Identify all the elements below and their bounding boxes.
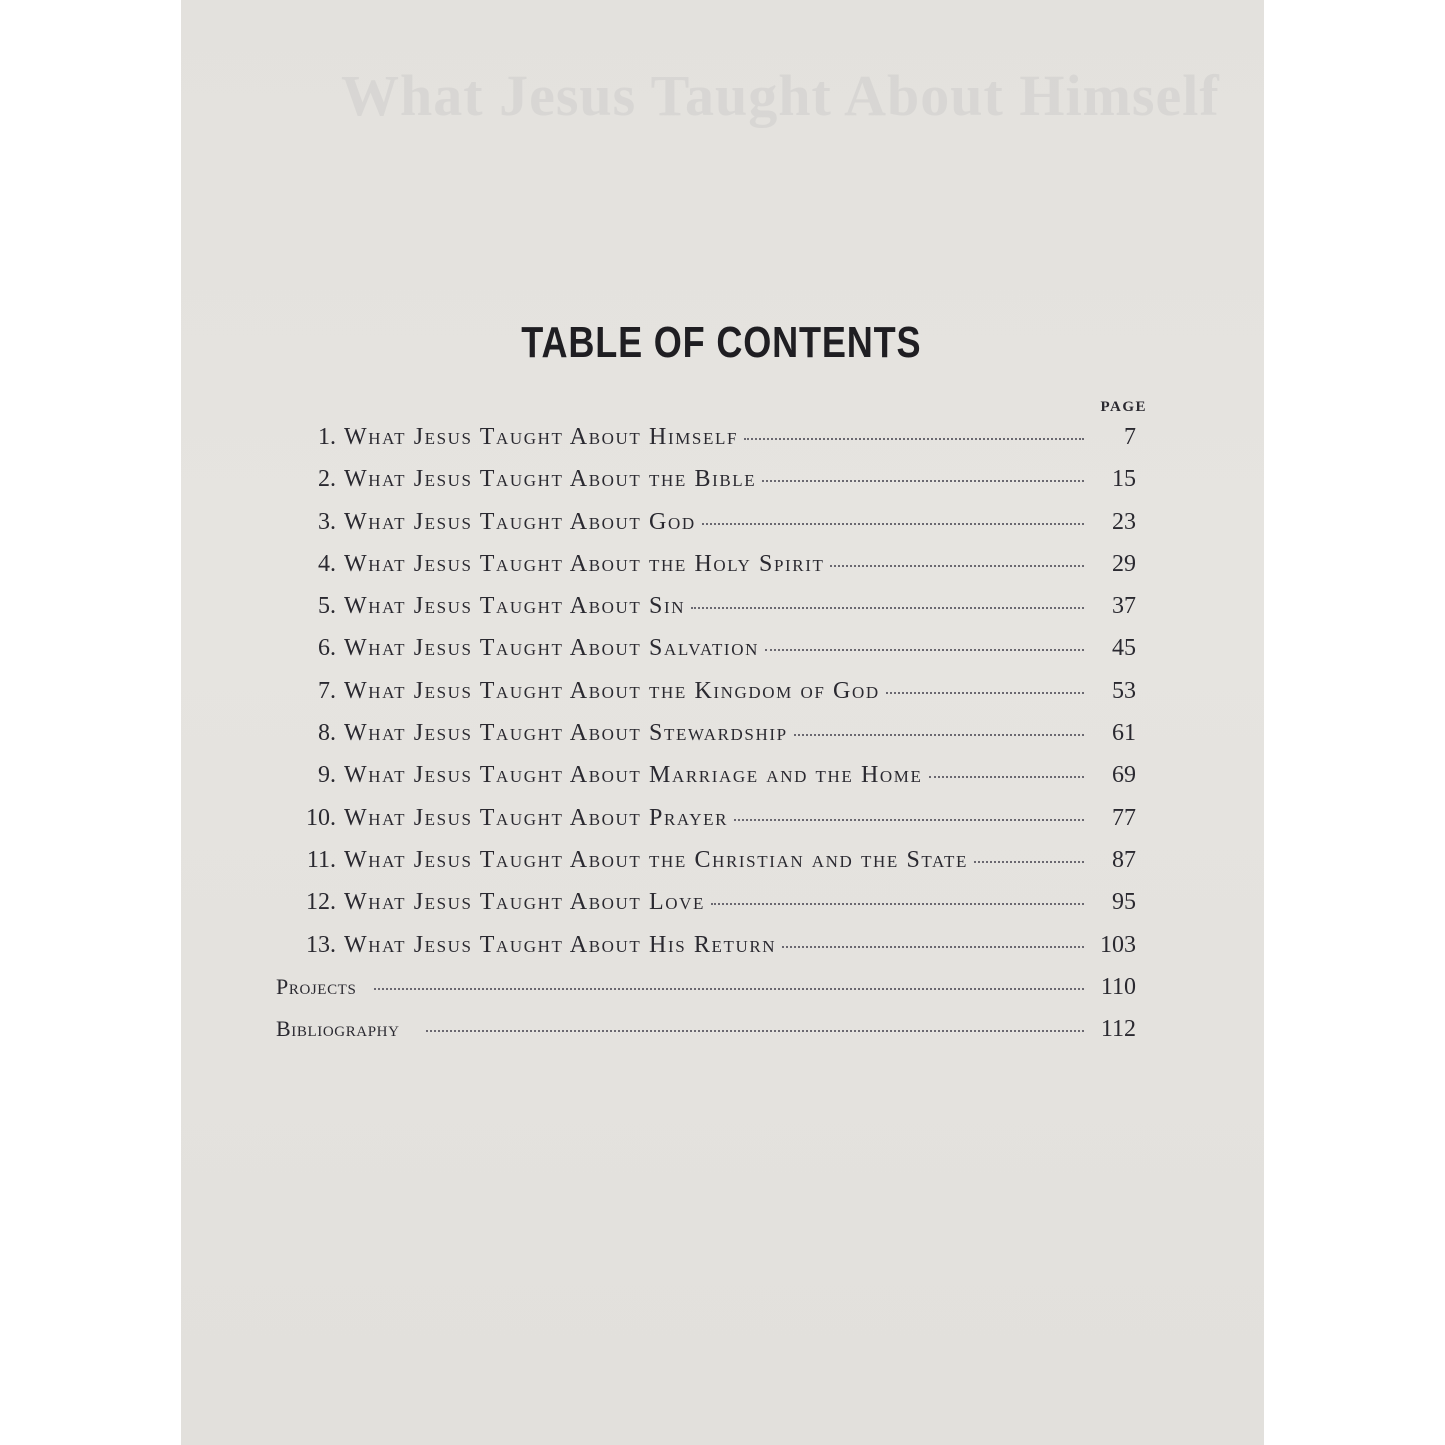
toc-entry-label: What Jesus Taught About Marriage and the Home [344,762,923,789]
toc-entry-number: 11. [306,846,336,873]
toc-entry-label: Bibliography [276,1016,400,1042]
toc-entry[interactable] [286,805,1136,847]
dot-leader [794,734,1084,736]
toc-entry-number: 2. [318,466,336,493]
toc-entry-label: What Jesus Taught About Stewardship [344,720,788,747]
toc-entry-label: What Jesus Taught About Prayer [344,804,729,831]
toc-entry-label: What Jesus Taught About God [344,508,696,535]
toc-entry[interactable] [286,847,1136,889]
dot-leader [691,607,1084,609]
dot-leader [782,946,1084,948]
dot-leader [702,523,1084,525]
toc-entry[interactable] [286,551,1136,593]
toc-entry-page: 45 [1112,635,1136,662]
page-title: TABLE OF CONTENTS [521,318,922,367]
toc-entry-label: What Jesus Taught About the Bible [344,466,757,493]
toc-entry-page: 87 [1112,846,1136,873]
toc-entry-page: 29 [1112,550,1136,577]
dot-leader [765,649,1084,651]
toc-entry[interactable] [286,593,1136,635]
toc-entry-number: 8. [318,720,336,747]
toc-entry-number: 13. [306,931,336,958]
toc-entry-bibliography[interactable] [276,1016,1136,1058]
toc-entry-page: 110 [1100,973,1136,1000]
toc-entry-label: What Jesus Taught About Love [344,889,706,916]
dot-leader [744,438,1084,440]
toc-entry[interactable] [286,509,1136,551]
toc-entry-number: 5. [318,593,336,620]
dot-leader [974,861,1084,863]
toc-entry-number: 10. [306,804,336,831]
toc-entry-label: What Jesus Taught About Himself [344,424,739,450]
toc-entry[interactable] [286,424,1136,466]
toc-entry-page: 37 [1112,593,1136,620]
toc-entry-page: 69 [1112,762,1136,789]
toc-entry-label: What Jesus Taught About Sin [344,593,686,620]
toc-entry-page: 53 [1112,677,1136,704]
toc-entry-label: What Jesus Taught About His Return [344,931,777,958]
dot-leader [762,480,1084,482]
toc-entry[interactable] [286,466,1136,508]
toc-entry-number: 1. [318,424,336,450]
toc-entry-number: 6. [318,635,336,662]
dot-leader [886,692,1084,694]
dot-leader [711,903,1084,905]
dot-leader [734,819,1084,821]
toc-entry-label: What Jesus Taught About the Christian and the State [344,846,969,873]
toc-entry[interactable] [286,635,1136,677]
toc-entry[interactable] [286,889,1136,931]
toc-entry-label: Projects [276,973,357,999]
toc-entry-projects[interactable] [276,974,1136,1016]
dot-leader [830,565,1084,567]
toc-entry-number: 4. [318,550,336,577]
dot-leader [426,1030,1084,1032]
dot-leader [374,988,1084,990]
toc-entry[interactable] [286,762,1136,804]
toc-entry-label: What Jesus Taught About the Holy Spirit [344,550,825,577]
toc-entry-number: 7. [318,677,336,704]
toc-entry-number: 3. [318,508,336,535]
toc-entry-page: 112 [1100,1016,1136,1043]
toc-entry-number: 9. [318,762,336,789]
book-page [181,0,1264,1445]
table-of-contents [276,424,1136,1058]
bleed-through-text: What Jesus Taught About Himself [341,63,1220,128]
dot-leader [929,776,1085,778]
toc-entry-page: 103 [1100,931,1136,958]
toc-entry-page: 23 [1112,508,1136,535]
toc-entry-page: 61 [1112,720,1136,747]
toc-entry[interactable] [286,678,1136,720]
toc-entry-page: 15 [1112,466,1136,493]
toc-entry[interactable] [286,720,1136,762]
page-column-header: PAGE [1100,399,1147,415]
toc-entry-page: 7 [1124,424,1136,450]
toc-entry-label: What Jesus Taught About Salvation [344,635,759,662]
toc-entry[interactable] [286,932,1136,974]
toc-entry-page: 95 [1112,889,1136,916]
toc-entry-label: What Jesus Taught About the Kingdom of God [344,677,880,704]
toc-entry-number: 12. [306,889,336,916]
toc-entry-page: 77 [1112,804,1136,831]
